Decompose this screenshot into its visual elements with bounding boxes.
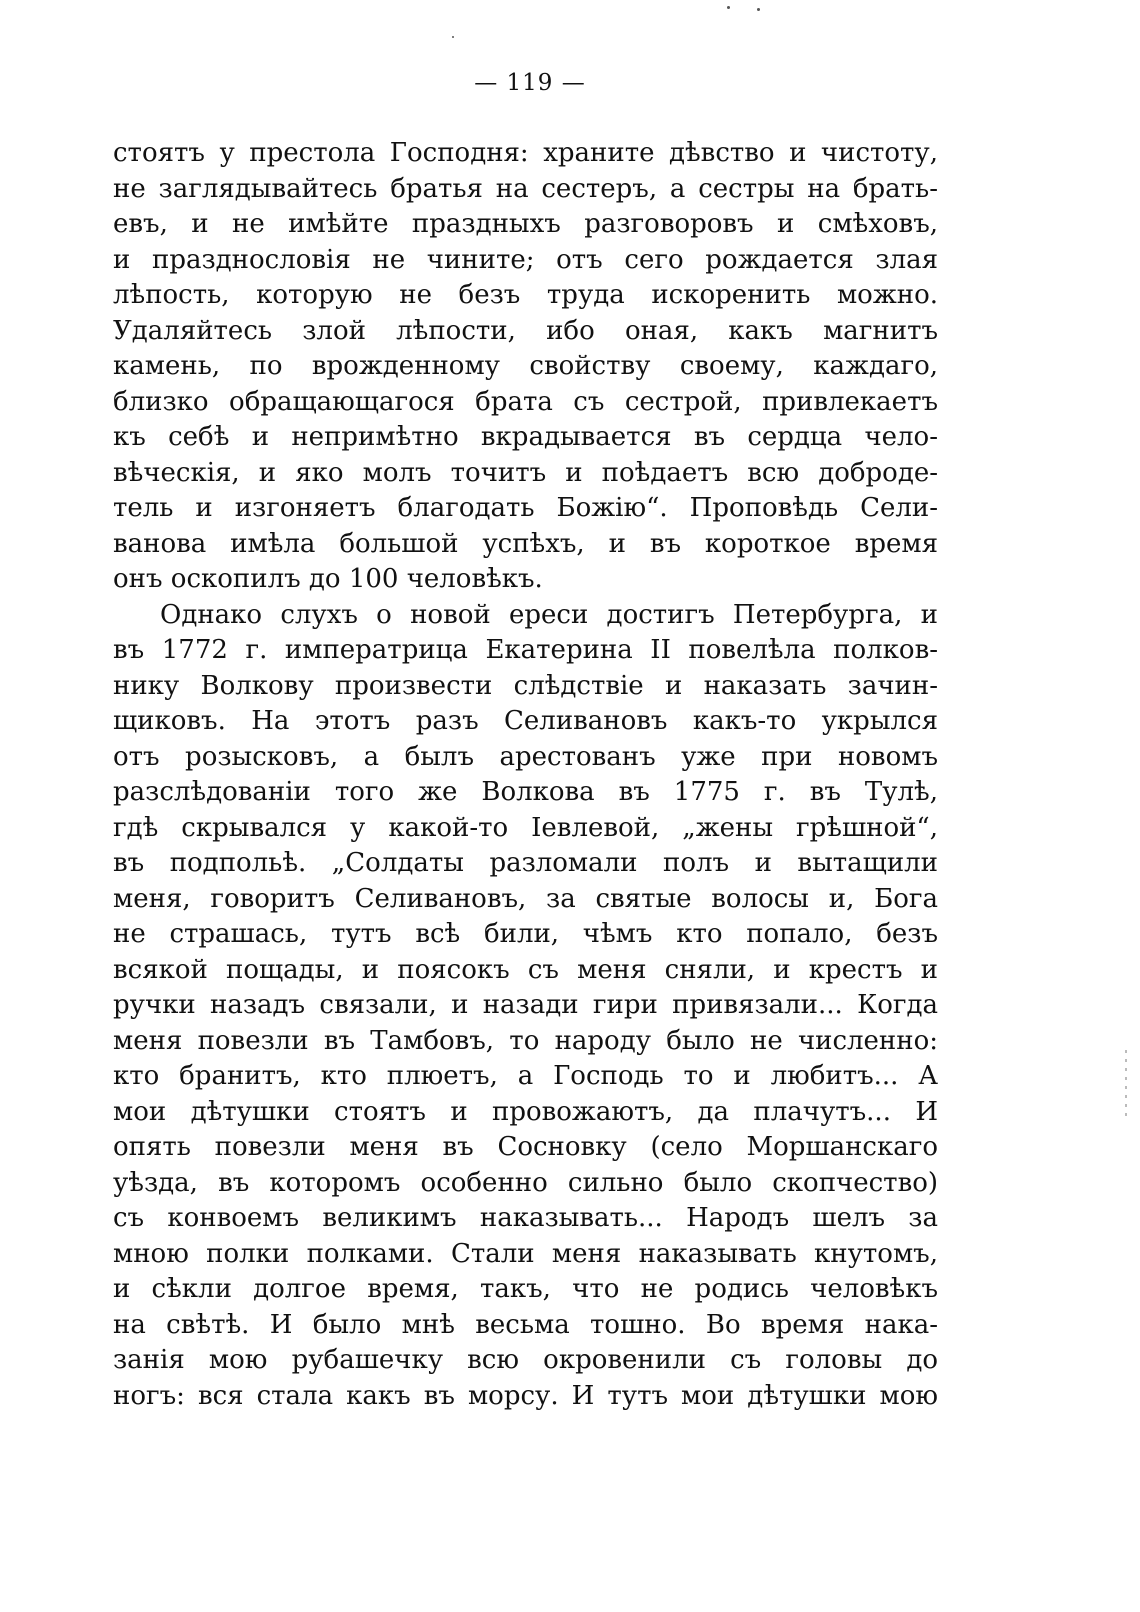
- text-line: ногъ: вся стала какъ въ морсу. И тутъ мои дѣтушки мою: [113, 1380, 938, 1411]
- paragraph-2: [113, 598, 938, 1415]
- text-line: евъ, и не имѣйте праздныхъ разговоровъ и смѣховъ,: [113, 209, 938, 239]
- text-line: опять повезли меня въ Сосновку (село Моршанскаго: [113, 1132, 938, 1162]
- text-line: не страшась, тутъ всѣ били, чѣмъ кто попало, безъ: [113, 919, 938, 949]
- text-line: къ себѣ и непримѣтно вкрадывается въ сердца чело-: [113, 422, 938, 452]
- text-line: разслѣдованіи того же Волкова въ 1775 г. въ Тулѣ,: [113, 777, 938, 807]
- paragraph-1: [113, 136, 938, 598]
- text-line: въ подпольѣ. „Солдаты разломали полъ и вытащили: [113, 848, 938, 878]
- text-line: мною полки полками. Стали меня наказывать кнутомъ,: [113, 1238, 938, 1269]
- text-line: уѣзда, въ которомъ особенно сильно было скопчество): [113, 1167, 938, 1198]
- text-line: на свѣтѣ. И было мнѣ весьма тошно. Во время нака-: [113, 1309, 938, 1340]
- text-line: всякой пощады, и поясокъ съ меня сняли, и крестъ и: [113, 954, 938, 985]
- text-line: съ конвоемъ великимъ наказывать... Народъ шелъ за: [113, 1203, 938, 1233]
- text-line: ручки назадъ связали, и назади гири привязали... Когда: [113, 990, 938, 1020]
- scan-speck: [452, 36, 454, 38]
- page-number: — 119 —: [474, 70, 586, 96]
- text-line: меня, говоритъ Селивановъ, за святые волосы и, Бога: [113, 883, 938, 914]
- text-line: не заглядывайтесь братья на сестеръ, а сестры на брать-: [113, 173, 938, 204]
- text-line: кто бранитъ, кто плюетъ, а Господь то и любитъ... А: [113, 1061, 938, 1091]
- text-line: отъ розысковъ, а былъ арестованъ уже при новомъ: [113, 741, 938, 772]
- scan-edge-marks: [1125, 1050, 1127, 1120]
- text-line: меня повезли въ Тамбовъ, то народу было не численно:: [113, 1025, 938, 1056]
- text-line: Однако слухъ о новой ереси достигъ Петербурга, и: [160, 599, 938, 630]
- text-line: стоятъ у престола Господня: храните дѣвство и чистоту,: [113, 138, 938, 168]
- text-line: занія мою рубашечку всю окровенили съ головы до: [113, 1345, 938, 1375]
- text-line: онъ оскопилъ до 100 человѣкъ.: [113, 564, 543, 594]
- text-line: близко обращающагося брата съ сестрой, привлекаетъ: [113, 386, 938, 417]
- text-line: камень, по врожденному свойству своему, каждаго,: [113, 351, 938, 381]
- text-line: Удаляйтесь злой лѣпости, ибо оная, какъ магнитъ: [113, 315, 938, 346]
- scan-speck: [727, 6, 730, 9]
- text-line: тель и изгоняетъ благодать Божію“. Проповѣдь Сели-: [113, 493, 938, 523]
- body-text: [113, 136, 938, 1414]
- text-line: лѣпость, которую не безъ труда искоренить можно.: [113, 280, 938, 310]
- text-line: ванова имѣла большой успѣхъ, и въ короткое время: [113, 528, 938, 559]
- text-line: мои дѣтушки стоятъ и провожаютъ, да плачутъ... И: [113, 1096, 938, 1127]
- text-line: гдѣ скрывался у какой-то Іевлевой, „жены грѣшной“,: [113, 812, 938, 843]
- text-line: и сѣкли долгое время, такъ, что не родись человѣкъ: [113, 1274, 938, 1304]
- text-line: и празднословія не чините; отъ сего рождается злая: [113, 244, 938, 275]
- scan-speck: [757, 8, 760, 11]
- text-line: щиковъ. На этотъ разъ Селивановъ какъ-то укрылся: [113, 706, 938, 736]
- text-line: нику Волкову произвести слѣдствіе и наказать зачин-: [113, 670, 938, 701]
- text-line: вѣческія, и яко молъ точитъ и поѣдаетъ всю доброде-: [113, 457, 938, 488]
- text-line: въ 1772 г. императрица Екатерина II повелѣла полков-: [113, 635, 938, 665]
